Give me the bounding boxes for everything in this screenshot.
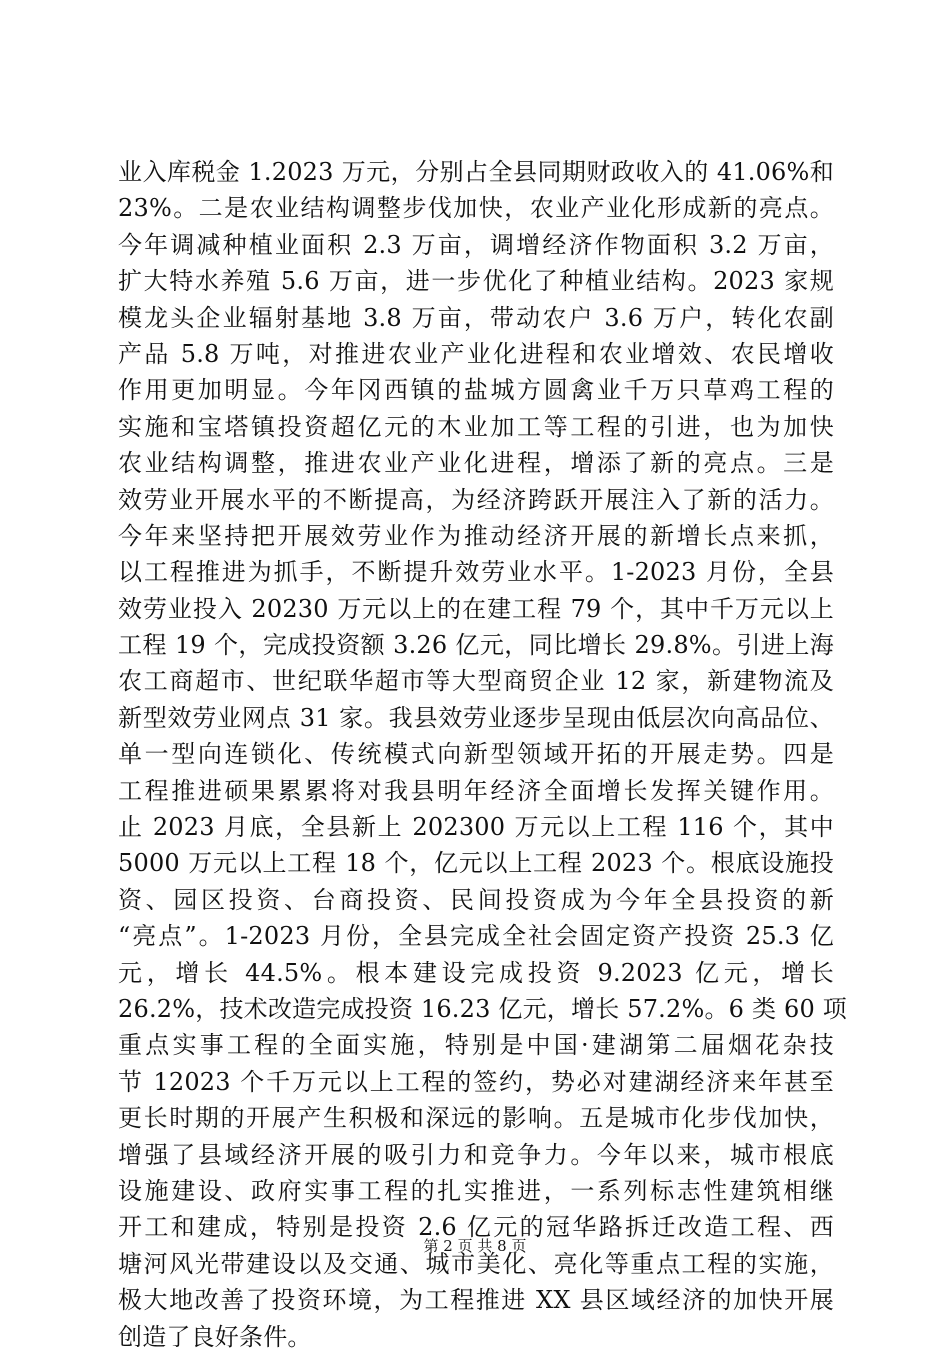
page-number-footer: 第 2 页 共 8 页 (423, 1237, 527, 1255)
text-line: 效劳业投入 20230 万元以上的在建工程 79 个，其中千万元以上 (118, 594, 834, 623)
text-line: 模龙头企业辐射基地 3.8 万亩，带动农户 3.6 万户，转化农副 (118, 303, 834, 332)
text-line: 单一型向连锁化、传统模式向新型领域开拓的开展走势。四是 (118, 740, 834, 769)
text-line: 26.2%，技术改造完成投资 16.23 亿元，增长 57.2%。6 类 60 项 (118, 994, 847, 1023)
text-line: 止 2023 月底，全县新上 202300 万元以上工程 116 个，其中 (118, 813, 834, 842)
text-line: 工程推进硕果累累将对我县明年经济全面增长发挥关键作用。 (118, 776, 834, 805)
text-line: 更长时期的开展产生积极和深远的影响。五是城市化步伐加快， (118, 1104, 834, 1133)
text-line: 23%。二是农业结构调整步伐加快，农业产业化形成新的亮点。 (118, 194, 834, 223)
text-line: 以工程推进为抓手，不断提升效劳业水平。1-2023 月份，全县 (118, 558, 834, 587)
text-line: 工程 19 个，完成投资额 3.26 亿元，同比增长 29.8%。引进上海 (118, 631, 834, 660)
text-line: 今年来坚持把开展效劳业作为推动经济开展的新增长点来抓， (118, 521, 834, 550)
text-line: 资、园区投资、台商投资、民间投资成为今年全县投资的新 (118, 885, 834, 914)
text-line: 作用更加明显。今年冈西镇的盐城方圆禽业千万只草鸡工程的 (118, 376, 834, 405)
text-line: 创造了良好条件。 (118, 1322, 312, 1351)
text-line: 塘河风光带建设以及交通、城市美化、亮化等重点工程的实施， (118, 1249, 834, 1278)
text-line: 农业结构调整，推进农业产业化进程，增添了新的亮点。三是 (118, 449, 834, 478)
text-line: 农工商超市、世纪联华超市等大型商贸企业 12 家，新建物流及 (118, 667, 834, 696)
text-line: 新型效劳业网点 31 家。我县效劳业逐步呈现由低层次向高品位、 (118, 703, 834, 732)
body-paragraph (118, 154, 847, 1355)
text-line: 重点实事工程的全面实施，特别是中国·建湖第二届烟花杂技 (118, 1031, 834, 1060)
text-line: 增强了县域经济开展的吸引力和竞争力。今年以来，城市根底 (118, 1140, 834, 1169)
text-line: 实施和宝塔镇投资超亿元的木业加工等工程的引进，也为加快 (118, 412, 834, 441)
text-line: 效劳业开展水平的不断提高，为经济跨跃开展注入了新的活力。 (118, 485, 834, 514)
text-line: 开工和建成，特别是投资 2.6 亿元的冠华路拆迁改造工程、西 (118, 1213, 834, 1242)
text-line: 元，增长 44.5%。根本建设完成投资 9.2023 亿元，增长 (118, 958, 834, 987)
text-line: 今年调减种植业面积 2.3 万亩，调增经济作物面积 3.2 万亩， (118, 230, 834, 259)
text-line: 设施建设、政府实事工程的扎实推进，一系列标志性建筑相继 (118, 1176, 834, 1205)
text-line: 产品 5.8 万吨，对推进农业产业化进程和农业增效、农民增收 (118, 339, 834, 368)
text-line: 业入库税金 1.2023 万元，分别占全县同期财政收入的 41.06%和 (118, 158, 834, 186)
text-line: “亮点”。1-2023 月份，全县完成全社会固定资产投资 25.3 亿 (118, 922, 834, 951)
text-line: 扩大特水养殖 5.6 万亩，进一步优化了种植业结构。2023 家规 (118, 267, 834, 296)
text-line: 节 12023 个千万元以上工程的签约，势必对建湖经济来年甚至 (118, 1067, 834, 1096)
text-line: 极大地改善了投资环境，为工程推进 XX 县区域经济的加快开展 (118, 1286, 834, 1315)
text-line: 5000 万元以上工程 18 个，亿元以上工程 2023 个。根底设施投 (118, 849, 834, 878)
